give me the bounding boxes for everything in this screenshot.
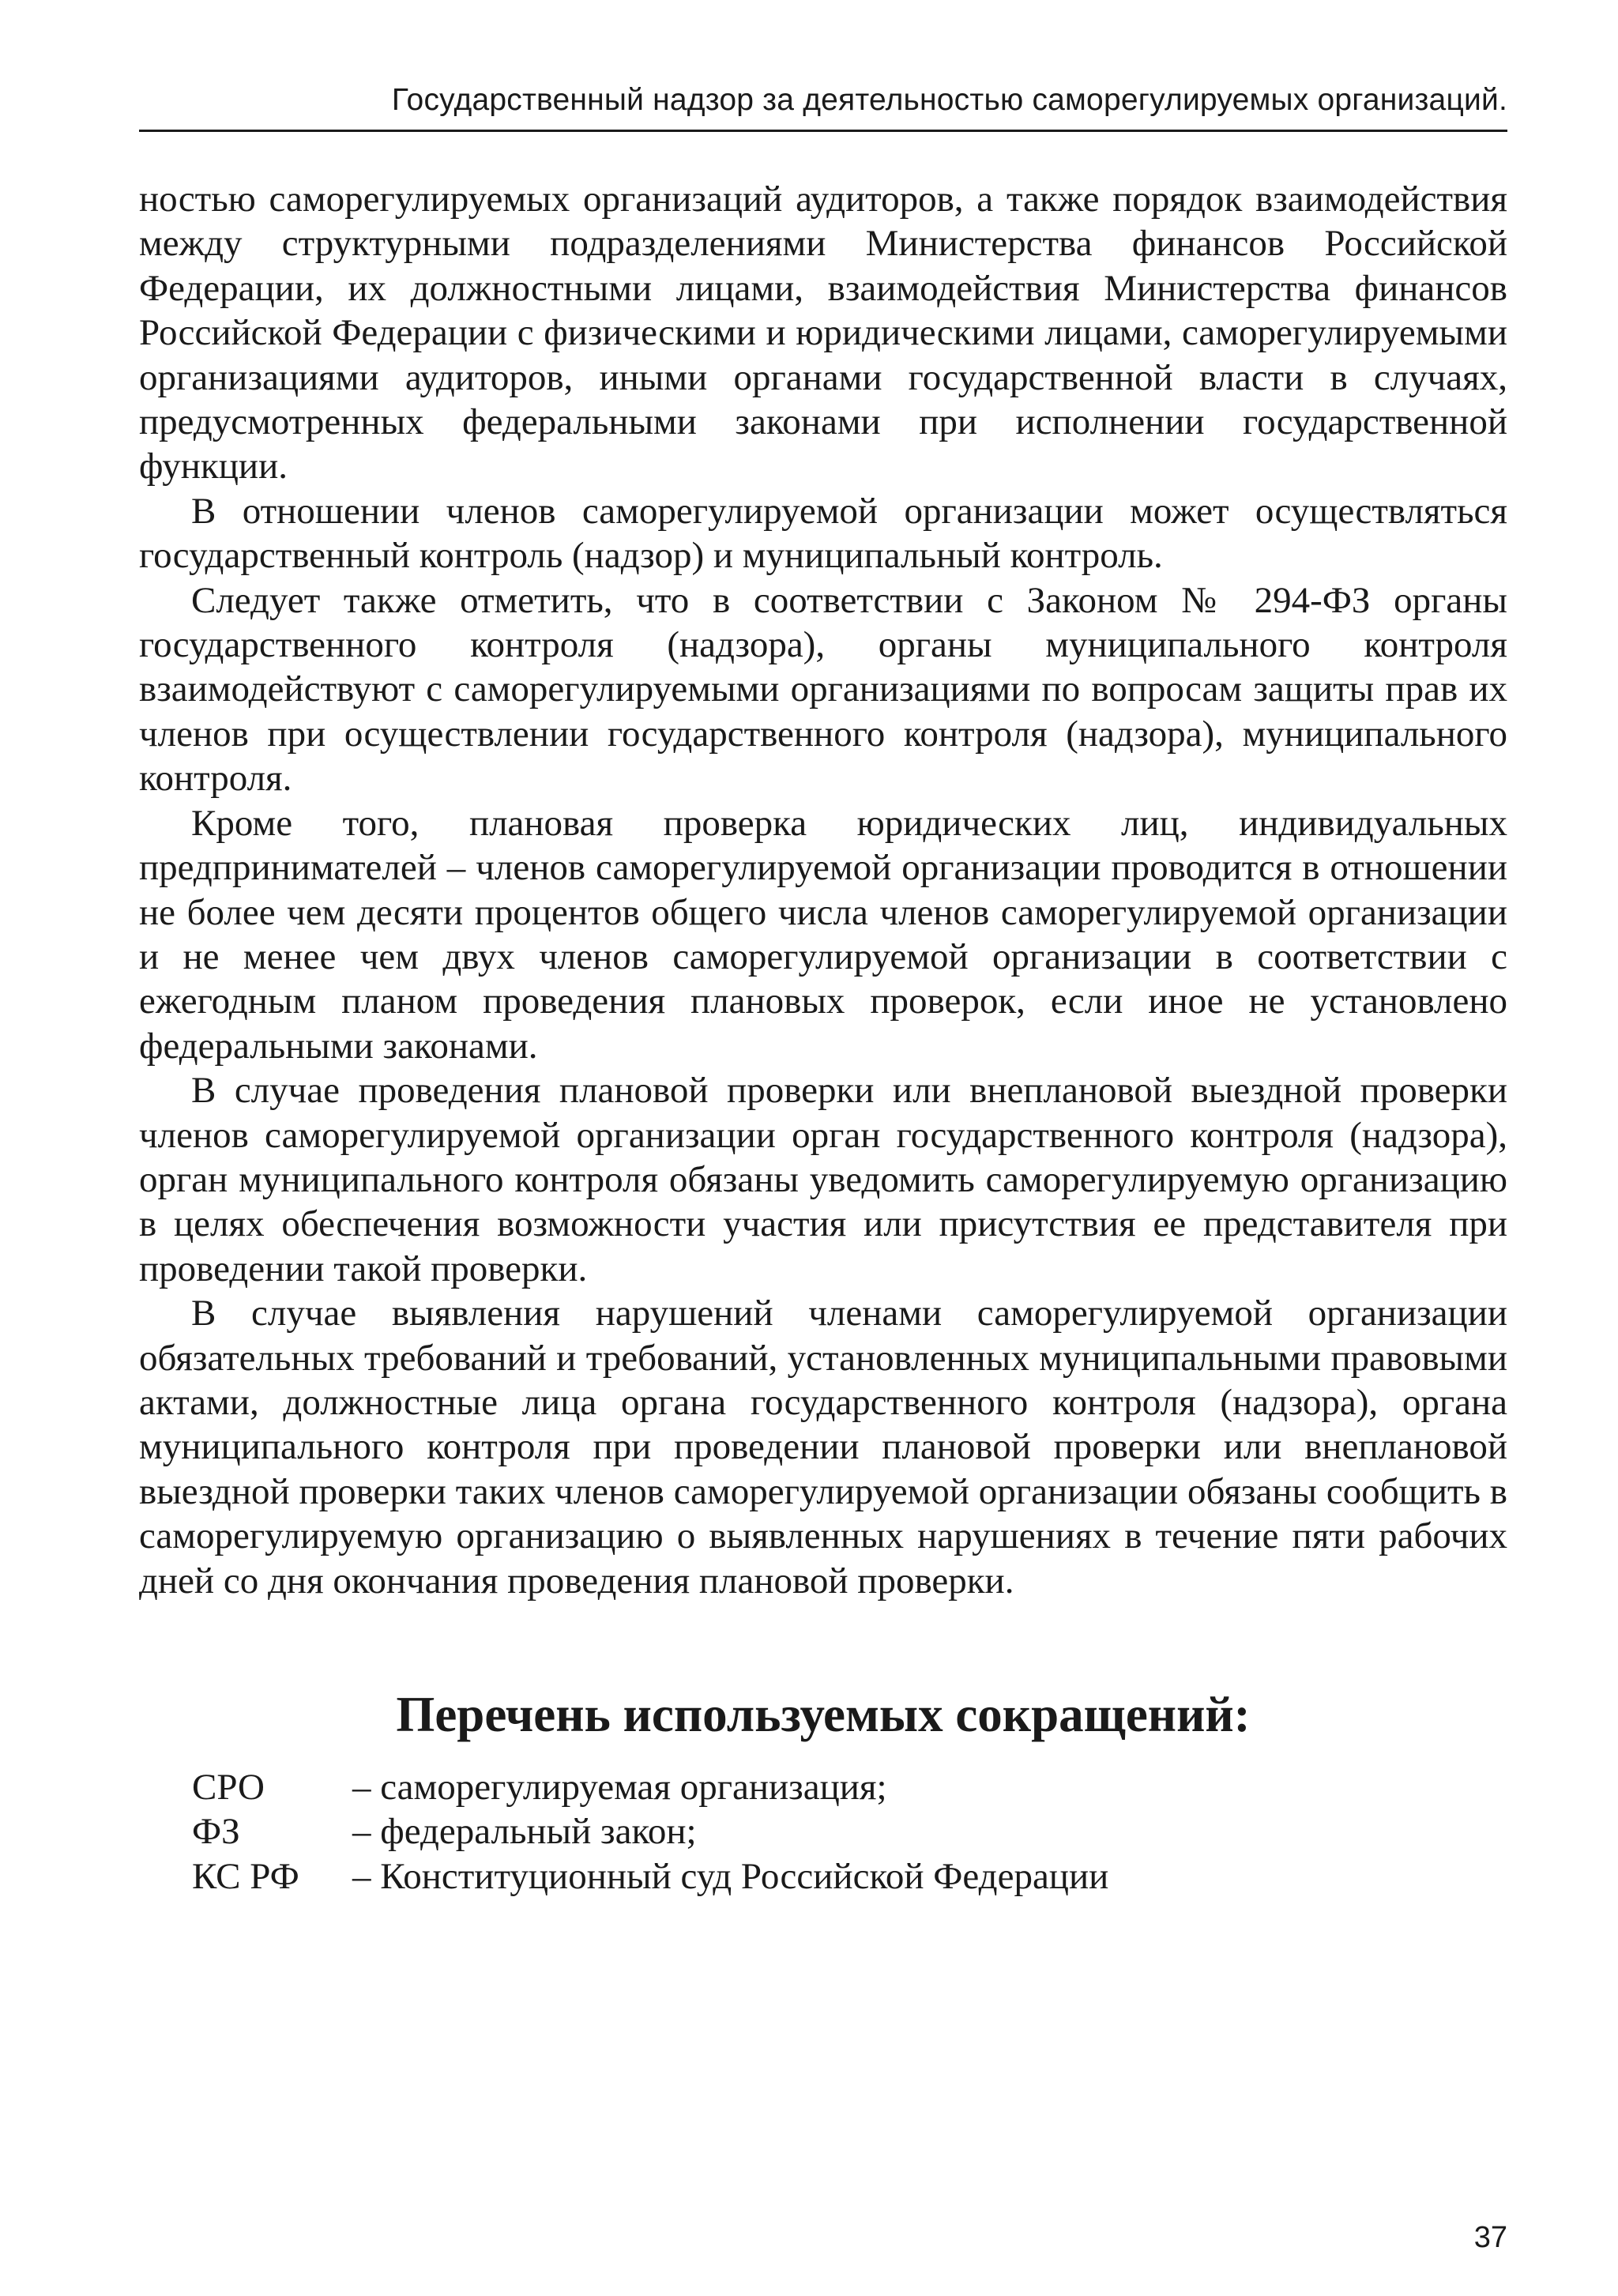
abbreviation-item <box>192 1809 1108 1854</box>
abbreviation-term: ФЗ <box>192 1811 240 1853</box>
running-header: Государственный надзор за деятельностью саморегулируемых организаций. <box>139 76 1507 132</box>
abbreviation-item <box>192 1765 1108 1809</box>
abbreviations-heading: Перечень используемых сокращений: <box>396 1687 1251 1742</box>
paragraph: Кроме того, плановая проверка юридических лиц, индивидуальных предпринимателей – членов саморегулируемой организации проводится в отношении не более чем десяти процентов общего числа членов саморегулируемой организации и не менее чем двух членов саморегулируемой организации в соответствии с ежегодным планом проведения плановых проверок, если иное не установлено федеральными законами. <box>139 802 1507 1067</box>
page-number: 37 <box>1473 2221 1507 2254</box>
abbreviation-definition: – федеральный закон; <box>352 1811 697 1853</box>
paragraph: Следует также отметить, что в соответствии с Законом № 294-ФЗ органы государственного контроля (надзора), органы муниципального контроля взаимодействуют с саморегулируемыми организациями по вопросам защиты прав их членов при осуществлении государственного контроля (надзора), муниципального контроля. <box>139 579 1507 800</box>
paragraph: В отношении членов саморегулируемой организации может осуществляться государственный контроль (надзор) и муниципальный контроль. <box>139 490 1507 577</box>
abbreviation-definition: – саморегулируемая организация; <box>352 1767 887 1808</box>
body-text <box>139 177 1507 1603</box>
abbreviation-definition: – Конституционный суд Российской Федерации <box>352 1855 1109 1897</box>
paragraph: В случае выявления нарушений членами саморегулируемой организации обязательных требований и требований, установленных муниципальными правовыми актами, должностные лица органа государственного контроля (надзора), органа муниципального контроля при проведении плановой проверки или внеплановой выездной проверки таких членов саморегулируемой организации обязаны сообщить в саморегулируемую организацию о выявленных нарушениях в течение пяти рабочих дней со дня окончания проведения плановой проверки. <box>139 1293 1507 1602</box>
paragraph-continuation: ностью саморегулируемых организаций аудиторов, а также порядок взаимодействия между структурными подразделениями Министерства финансов Российской Федерации, их должностными лицами, взаимодействия Министерства финансов Российской Федерации с физическими и юридическими лицами, саморегулируемыми организациями аудиторов, иными органами государственной власти в случаях, предусмотренных федеральными законами при исполнении государственной функции. <box>139 179 1507 487</box>
abbreviation-term: СРО <box>192 1767 265 1808</box>
abbreviations-list <box>192 1765 1108 1899</box>
abbreviation-term: КС РФ <box>192 1855 299 1897</box>
abbreviation-item <box>192 1854 1108 1899</box>
paragraph: В случае проведения плановой проверки или внеплановой выездной проверки членов саморегулируемой организации орган государственного контроля (надзора), орган муниципального контроля обязаны уведомить саморегулируемую организацию в целях обеспечения возможности участия или присутствия ее представителя при проведении такой проверки. <box>139 1070 1507 1289</box>
